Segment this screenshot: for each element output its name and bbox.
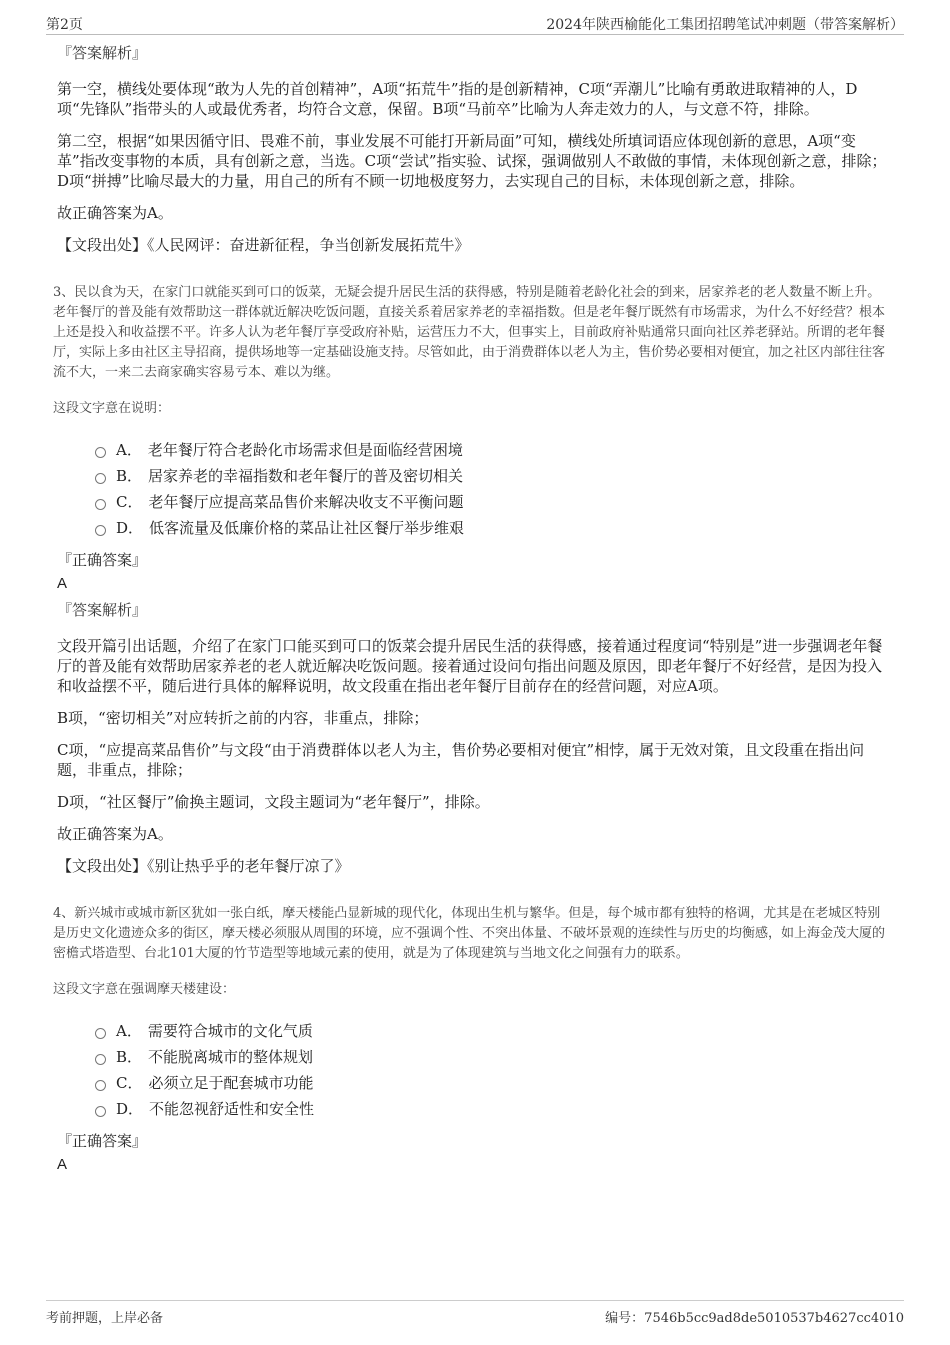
q3-option-d[interactable]: D． 低客流量及低廉价格的菜品让社区餐厅举步维艰 [95, 515, 888, 541]
footer-note: 考前押题，上岸必备 [46, 1311, 164, 1326]
radio-icon[interactable] [95, 473, 106, 484]
q4-option-a[interactable]: A． 需要符合城市的文化气质 [95, 1018, 888, 1044]
q2-analysis-label: 『答案解析』 [57, 44, 148, 62]
radio-icon[interactable] [95, 447, 106, 458]
radio-icon[interactable] [95, 1080, 106, 1091]
document-title: 2024年陕西榆能化工集团招聘笔试冲刺题（带答案解析） [546, 17, 904, 33]
q3-analysis-p3: C项，“应提高菜品售价”与文段“由于消费群体以老人为主，售价势必要相对便宜”相悖，属于无效对策，且文段重在指出问题，非重点，排除； [57, 741, 865, 779]
q3-source: 【文段出处】《别让热乎乎的老年餐厅凉了》 [57, 857, 350, 875]
q3-text: 3、民以食为天，在家门口就能买到可口的饭菜，无疑会提升居民生活的获得感，特别是随着老龄化社会的到来，居家养老的老人数量不断上升。老年餐厅的普及能有效帮助这一群体就近解决吃饭问题，直接关系着居家养老的幸福指数。但是老年餐厅既然有市场需求，为什么不好经营？根本上还是投入和收益摆不平。许多人认为老年餐厅享受政府补贴，运营压力不大，但事实上，目前政府补贴通常只面向社区养老驿站。所谓的老年餐厅，实际上多由社区主导招商，提供场地等一定基础设施支持。尽管如此，由于消费群体以老人为主，售价势必要相对便宜，加之社区内部往往客流不大，一来二去商家确实容易亏本、难以为继。 [53, 285, 886, 380]
q2-analysis-p2: 第二空，根据“如果因循守旧、畏难不前，事业发展不可能打开新局面”可知，横线处所填词语应体现创新的意思，A项“变革”指改变事物的本质，具有创新之意，当选。C项“尝试”指实验、试探，强调做别人不敢做的事情，未体现创新之意，排除；D项“拼搏”比喻尽最大的力量，用自己的所有不顾一切地极度努力，去实现自己的目标，未体现创新之意，排除。 [57, 132, 887, 190]
q2-analysis-p1: 第一空，横线处要体现“敢为人先的首创精神”，A项“拓荒牛”指的是创新精神，C项“弄潮儿”比喻有勇敢进取精神的人，D项“先锋队”指带头的人或最优秀者，均符合文意，保留。B项“马前卒”比喻为人奔走效力的人，与文意不符，排除。 [57, 80, 858, 118]
q3-correct-value: A [57, 575, 68, 592]
q3-prompt: 这段文字意在说明： [53, 401, 171, 416]
q3-analysis-p1: 文段开篇引出话题，介绍了在家门口能买到可口的饭菜会提升居民生活的获得感，接着通过程度词“特别是”进一步强调老年餐厅的普及能有效帮助居家养老的老人就近解决吃饭问题。接着通过设问句指出问题及原因，即老年餐厅不好经营，是因为投入和收益摆不平，随后进行具体的解释说明，故文段重在指出老年餐厅目前存在的经营问题，对应A项。 [57, 637, 883, 695]
q4-option-d[interactable]: D． 不能忽视舒适性和安全性 [95, 1096, 888, 1122]
q4-options [95, 1018, 888, 1122]
radio-icon[interactable] [95, 499, 106, 510]
page-content [53, 44, 888, 1182]
q4-correct-label: 『正确答案』 [57, 1132, 148, 1150]
radio-icon[interactable] [95, 1106, 106, 1117]
q4-option-b[interactable]: B． 不能脱离城市的整体规划 [95, 1044, 888, 1070]
page-number: 第2页 [46, 17, 83, 33]
q4-text: 4、新兴城市或城市新区犹如一张白纸，摩天楼能凸显新城的现代化，体现出生机与繁华。但是，每个城市都有独特的格调，尤其是在老城区特别是历史文化遗迹众多的街区，摩天楼必须服从周围的环境，应不强调个性、不突出体量、不破坏景观的连续性与历史的均衡感，如上海金茂大厦的密檐式塔造型、台北101大厦的竹节造型等地域元素的使用，就是为了体现建筑与当地文化之间强有力的联系。 [53, 906, 886, 961]
q3-options [95, 437, 888, 541]
q3-correct-label: 『正确答案』 [57, 551, 148, 569]
q3-analysis-p4: D项，“社区餐厅”偷换主题词，文段主题词为“老年餐厅”，排除。 [57, 793, 490, 811]
q3-option-a[interactable]: A． 老年餐厅符合老龄化市场需求但是面临经营困境 [95, 437, 888, 463]
q3-analysis-p2: B项，“密切相关”对应转折之前的内容，非重点，排除； [57, 709, 429, 727]
q2-source: 【文段出处】《人民网评：奋进新征程，争当创新发展拓荒牛》 [57, 236, 470, 254]
q4-prompt: 这段文字意在强调摩天楼建设： [53, 982, 236, 997]
q4-correct-value: A [57, 1156, 68, 1173]
q3-conclusion: 故正确答案为A。 [57, 825, 173, 843]
footer-code: 编号：7546b5cc9ad8de5010537b4627cc4010 [605, 1311, 904, 1326]
q2-conclusion: 故正确答案为A。 [57, 204, 173, 222]
q3-analysis-label: 『答案解析』 [57, 601, 148, 619]
radio-icon[interactable] [95, 1028, 106, 1039]
radio-icon[interactable] [95, 525, 106, 536]
page-header [46, 12, 904, 35]
q3-option-c[interactable]: C． 老年餐厅应提高菜品售价来解决收支不平衡问题 [95, 489, 888, 515]
radio-icon[interactable] [95, 1054, 106, 1065]
q4-option-c[interactable]: C． 必须立足于配套城市功能 [95, 1070, 888, 1096]
page-footer [46, 1300, 904, 1327]
q3-option-b[interactable]: B． 居家养老的幸福指数和老年餐厅的普及密切相关 [95, 463, 888, 489]
